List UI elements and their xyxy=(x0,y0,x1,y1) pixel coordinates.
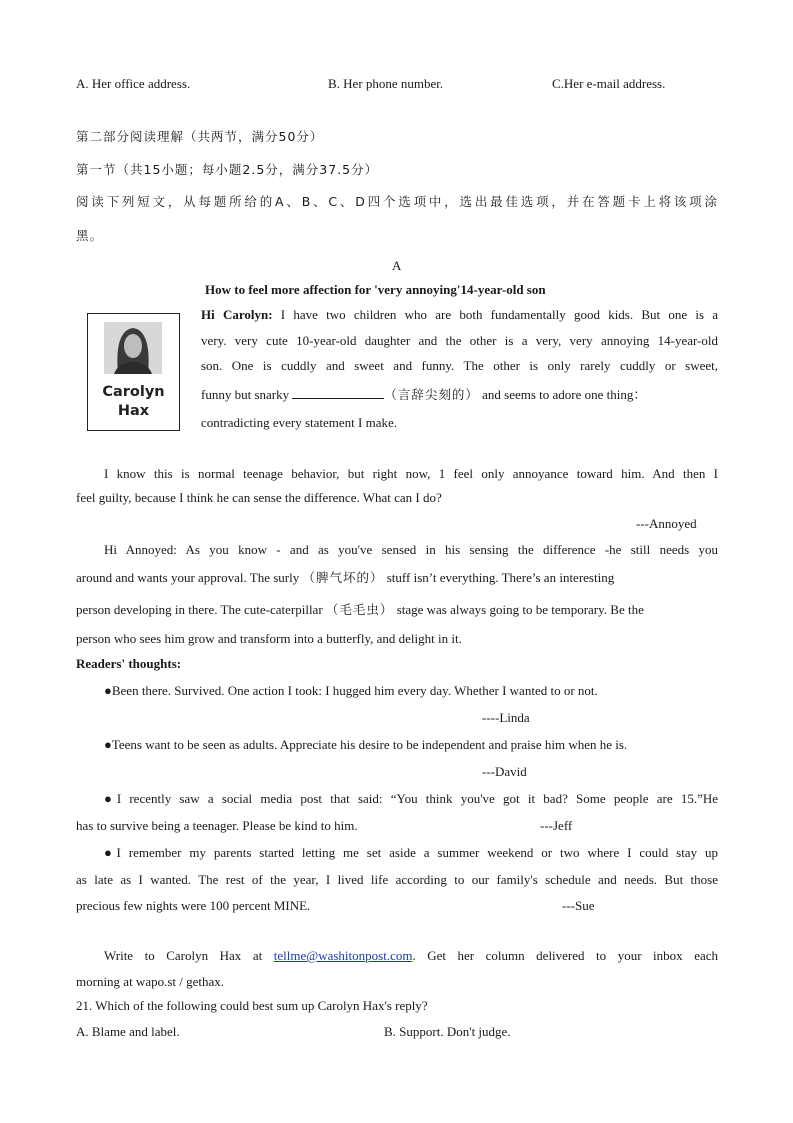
snarky-gloss: （言辞尖刻的） xyxy=(384,387,479,402)
reader-jeff-line-1: ●I recently saw a social media post that said: “You think you've got it bad? Some people are 15.”He xyxy=(104,791,718,806)
passage-title: How to feel more affection for 'very annoying'14-year-old son xyxy=(205,282,546,297)
option-a-office-address: A. Her office address. xyxy=(76,76,191,91)
option-b-phone-number: B. Her phone number. xyxy=(328,76,444,91)
reader-jeff-line-2: has to survive being a teenager. Please be kind to him. xyxy=(76,818,358,833)
reader-linda-text: ●Been there. Survived. One action I took: I hugged him every day. Whether I wanted to or not. xyxy=(104,683,598,698)
letter-line-4 xyxy=(201,384,718,403)
write-line-1 xyxy=(104,948,718,964)
portrait-icon xyxy=(104,322,162,374)
reply-line-1: Hi Annoyed: As you know - and as you've sensed in his sensing the difference -he still needs you xyxy=(104,542,718,557)
letter-line-3: son. One is cuddly and sweet and funny. The other is only rarely cuddly or sweet, xyxy=(201,358,718,373)
reader-sue-line-3: precious few nights were 100 percent MINE. xyxy=(76,898,311,913)
caterpillar-gloss: （毛毛虫） xyxy=(325,602,394,617)
letter-p2-line-2: feel guilty, because I think he can sense the difference. What can I do? xyxy=(76,490,442,505)
q21-option-a: A. Blame and label. xyxy=(76,1024,180,1039)
letter-line-2: very. very cute 10-year-old daughter and the other is a very, very annoying 14-year-old xyxy=(201,333,718,348)
reply-line-4: person who sees him grow and transform into a butterfly, and delight in it. xyxy=(76,631,462,646)
email-link[interactable]: tellme@washitonpost.com xyxy=(273,948,413,963)
section-part2-heading: 第二部分阅读理解（共两节，满分50分） xyxy=(76,129,324,144)
reply-line-2a: around and wants your approval. The surly xyxy=(76,570,300,585)
sign-sue: ---Sue xyxy=(562,898,595,913)
write-line-1a: Write to Carolyn Hax at xyxy=(104,948,263,963)
carolyn-hax-photo xyxy=(87,313,180,431)
reader-sue-line-2: as late as I wanted. The rest of the year, I lived life according to our family's schedule and needs. But those xyxy=(76,872,718,887)
reply-line-2b: stuff isn’t everything. There’s an interesting xyxy=(386,570,615,585)
sign-linda: ----Linda xyxy=(482,710,530,725)
letter-snarky-text: funny but snarky xyxy=(201,387,290,402)
reader-sue-line-1: ●I remember my parents started letting me set aside a summer weekend or two where I could stay up xyxy=(104,845,718,860)
option-c-email-address: C.Her e-mail address. xyxy=(552,76,666,91)
letter-greeting: Hi Carolyn: xyxy=(201,307,273,322)
reply-line-3b: stage was always going to be temporary. Be the xyxy=(396,602,644,617)
letter-line-1-text: I have two children who are both fundamentally good kids. But one is a xyxy=(280,307,718,322)
photo-name-first: Carolyn xyxy=(102,384,165,400)
q21-option-b: B. Support. Don't judge. xyxy=(384,1024,511,1039)
sign-david: ---David xyxy=(482,764,527,779)
question-21: 21. Which of the following could best sum up Carolyn Hax's reply? xyxy=(76,998,428,1013)
section-sub1-heading: 第一节（共15小题；每小题2.5分，满分37.5分） xyxy=(76,162,379,177)
write-line-2: morning at wapo.st / gethax. xyxy=(76,974,225,989)
fill-blank xyxy=(292,388,384,399)
reader-david-text: ●Teens want to be seen as adults. Appreciate his desire to be independent and praise him when he is. xyxy=(104,737,628,752)
reply-line-3a: person developing in there. The cute-caterpillar xyxy=(76,602,323,617)
reply-line-2 xyxy=(76,568,718,586)
letter-line-1 xyxy=(201,307,718,323)
write-line-1b: . Get her column delivered to your inbox each xyxy=(412,948,719,963)
letter-adore-text: and seems to adore one thing： xyxy=(482,387,647,402)
letter-line-5: contradicting every statement I make. xyxy=(201,415,398,430)
reply-line-3 xyxy=(76,600,718,618)
readers-thoughts-heading: Readers' thoughts: xyxy=(76,656,182,671)
sign-annoyed: ---Annoyed xyxy=(636,516,697,531)
surly-gloss: （脾气坏的） xyxy=(302,570,384,585)
instruction-line-1: 阅读下列短文，从每题所给的A、B、C、D四个选项中，选出最佳选项，并在答题卡上将该项涂 xyxy=(76,194,718,209)
sign-jeff: ---Jeff xyxy=(540,818,573,833)
photo-name-last: Hax xyxy=(117,403,150,419)
letter-p2-line-1: I know this is normal teenage behavior, but right now, 1 feel only annoyance toward him. And then I xyxy=(104,466,718,481)
instruction-line-2: 黑。 xyxy=(76,228,104,243)
passage-letter: A xyxy=(392,258,402,273)
